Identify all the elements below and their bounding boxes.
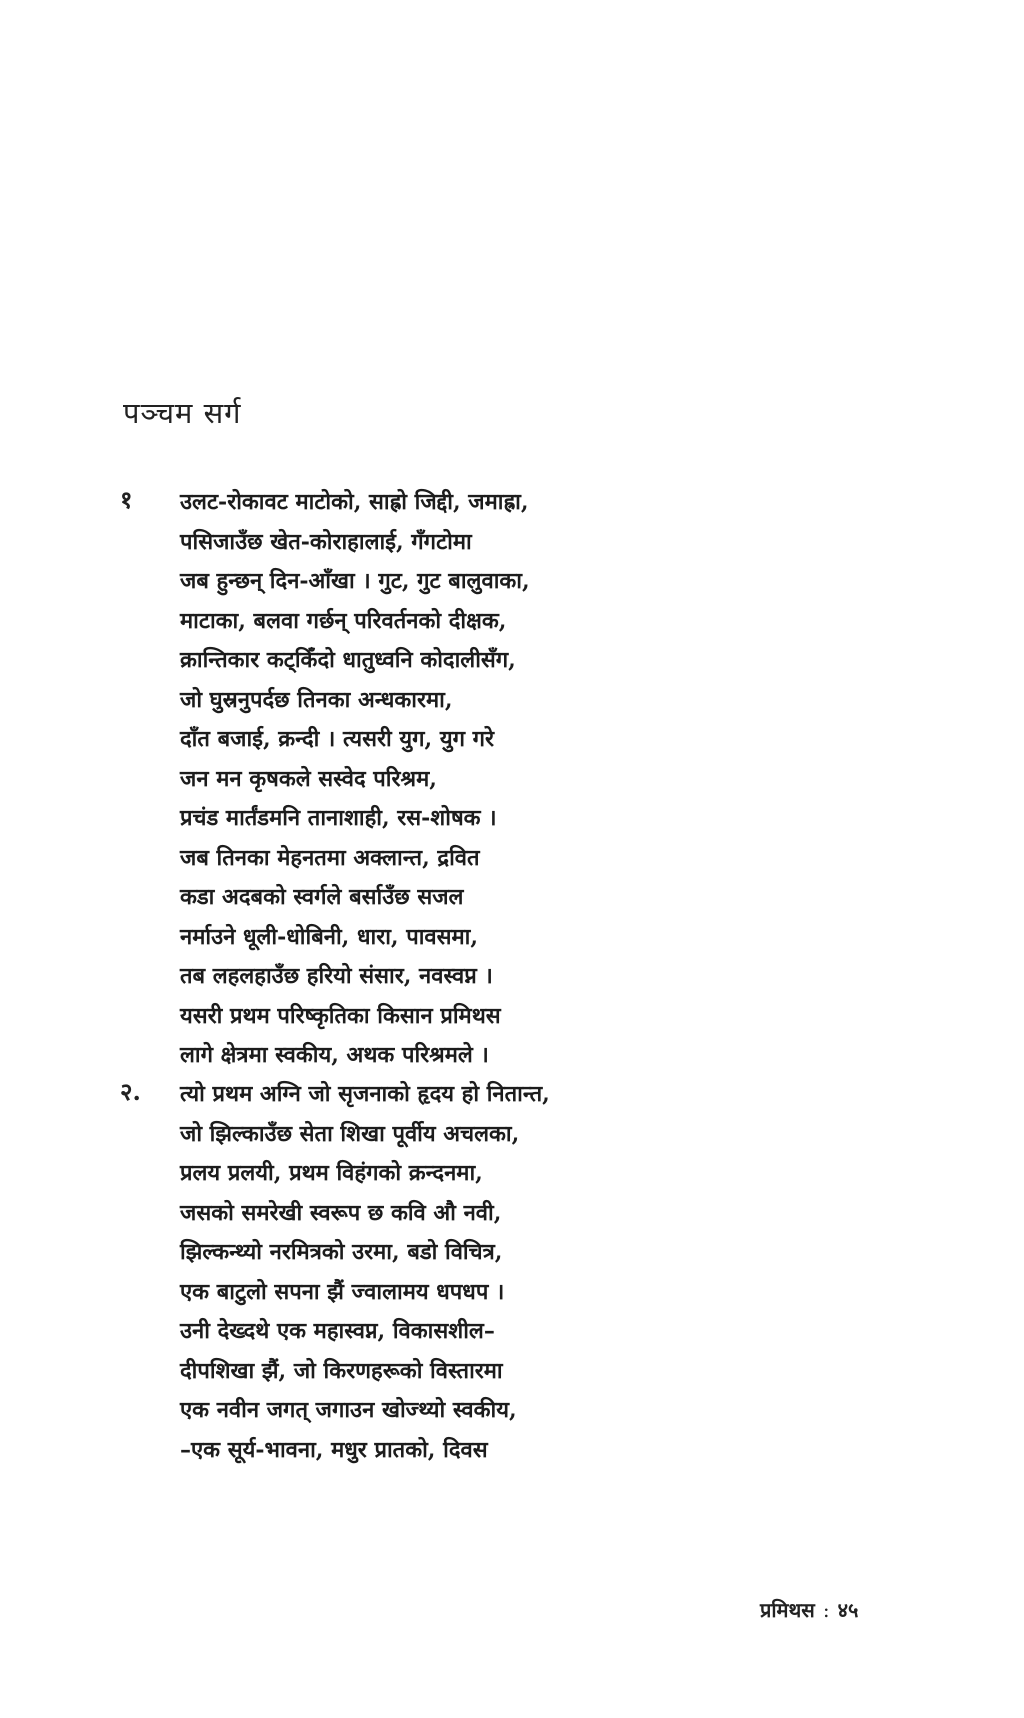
verse-line: त्यो प्रथम अग्नि जो सृजनाको हृदय हो नितान्त, [180,1081,550,1107]
verse-line: जो झिल्काउँछ सेता शिखा पूर्वीय अचलका, [180,1120,520,1147]
verse-line: प्रलय प्रलयी, प्रथम विहंगको क्रन्दनमा, [180,1160,483,1186]
verse-line: लागे क्षेत्रमा स्वकीय, अथक परिश्रमले । [180,1042,489,1068]
page-footer [760,1596,858,1623]
verse-line: एक नवीन जगत् जगाउन खोज्थ्यो स्वकीय, [180,1397,517,1423]
verse-line: तब लहलहाउँछ हरियो संसार, नवस्वप्न । [180,963,493,989]
verse-line: जसको समरेखी स्वरूप छ कवि औ नवी, [180,1199,502,1226]
verse-line: जब हुन्छन् दिन-आँखा । गुट, गुट बालुवाका, [180,568,530,594]
verse-line: एक बाटुलो सपना झैं ज्वालामय धपधप । [180,1278,505,1305]
verse-line: प्रचंड मार्तंडमनि तानाशाही, रस-शोषक । [180,805,497,831]
verse-line: माटाका, बलवा गर्छन् परिवर्तनको दीक्षक, [180,607,507,634]
verse-line: पसिजाउँछ खेत-कोराहालाई, गँगटोमा [180,528,472,555]
verse-line: दाँत बजाई, क्रन्दी । त्यसरी युग, युग गरे [180,726,495,752]
verse-line: यसरी प्रथम परिष्कृतिका किसान प्रमिथस [180,1002,501,1029]
verse-line: झिल्कन्थ्यो नरमित्रको उरमा, बडो विचित्र, [180,1239,503,1265]
verse-lines [180,483,740,1076]
verse-line: जब तिनका मेहनतमा अक्लान्त, द्रवित [180,844,480,871]
verse-line: उनी देख्दथे एक महास्वप्न, विकासशील– [180,1318,495,1344]
verse-line: कडा अदबको स्वर्गले बर्साउँछ सजल [180,884,464,910]
verse-line: जन मन कृषकले सस्वेद परिश्रम, [180,765,437,792]
verse-line: क्रान्तिकार कट्किँदो धातुध्वनि कोदालीसँग, [180,647,516,673]
verse-line: –एक सूर्य-भावना, मधुर प्रातको, दिवस [180,1436,488,1463]
stanza-number: २. [120,1077,141,1106]
verse-line: उलट-रोकावट माटोको, साह्रो जिद्दी, जमाह्रा, [180,489,529,515]
verse-line: दीपशिखा झैं, जो किरणहरूको विस्तारमा [180,1357,503,1384]
chapter-title: पञ्चम सर्ग [123,396,242,430]
footer-separator: : [822,1598,830,1622]
page-number: ४५ [837,1598,859,1622]
verse-line: नर्माउने धूली-धोबिनी, धारा, पावसमा, [180,923,479,950]
verse-line: जो घुस्रनुपर्दछ तिनका अन्धकारमा, [180,686,453,713]
stanza-number: १ [120,485,133,514]
footer-book-title: प्रमिथस [760,1598,815,1622]
verse-lines [180,1075,740,1470]
